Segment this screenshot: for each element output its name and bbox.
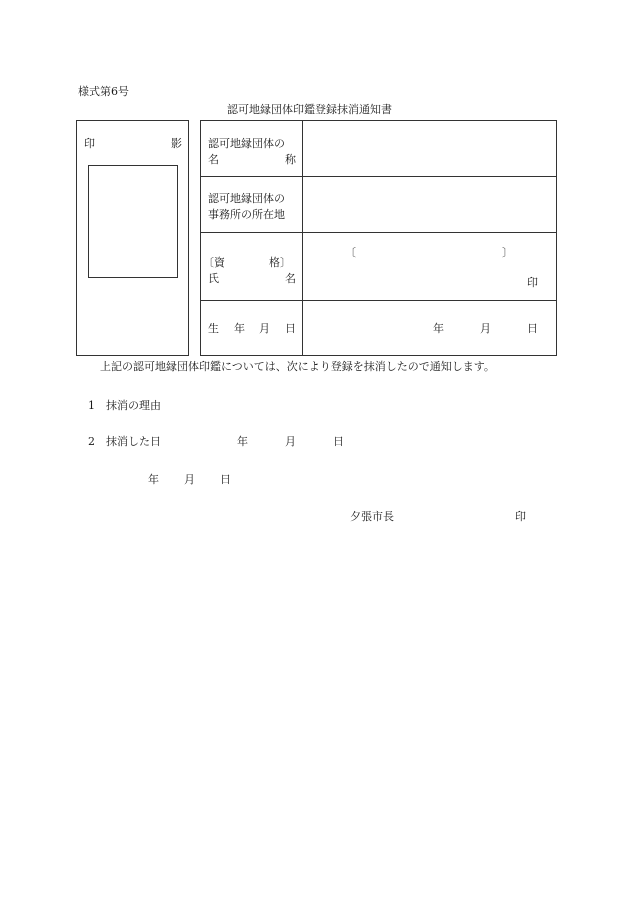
issuer-seal-mark: 印 bbox=[515, 510, 526, 523]
row-holder-name-label-b: 名 bbox=[285, 272, 296, 285]
row-name-label-line1: 認可地縁団体の bbox=[208, 137, 285, 150]
seal-stamp-area bbox=[88, 165, 178, 278]
form-number: 様式第6号 bbox=[78, 85, 129, 98]
row-birthdate-label-3: 月 bbox=[259, 322, 270, 335]
qualification-bracket-open: 〔 bbox=[345, 246, 356, 259]
row-birthdate-label-4: 日 bbox=[285, 322, 296, 335]
row-name-label-b: 称 bbox=[285, 153, 296, 166]
row-birthdate-label-1: 生 bbox=[208, 322, 219, 335]
row-name-label-a: 名 bbox=[208, 153, 219, 166]
item-1-text: 抹消の理由 bbox=[106, 399, 161, 412]
row-address-label-line1: 認可地縁団体の bbox=[208, 192, 285, 205]
row-address-label-line2: 事務所の所在地 bbox=[208, 208, 285, 221]
table-row-divider bbox=[201, 300, 556, 301]
table-column-divider bbox=[302, 121, 303, 355]
issue-month-unit: 月 bbox=[184, 473, 195, 486]
issue-year-unit: 年 bbox=[148, 473, 159, 486]
seal-label-right: 影 bbox=[171, 137, 182, 150]
notification-statement: 上記の認可地縁団体印鑑については、次により登録を抹消したので通知します。 bbox=[100, 360, 495, 373]
holder-seal-mark: 印 bbox=[527, 276, 538, 289]
registration-table bbox=[200, 120, 557, 356]
seal-impression-box bbox=[76, 120, 189, 356]
row-qualification-label-b: 格〕 bbox=[269, 256, 291, 269]
item-2-month-unit: 月 bbox=[285, 435, 296, 448]
issuer-name: 夕張市長 bbox=[350, 510, 394, 523]
document-title: 認可地縁団体印鑑登録抹消通知書 bbox=[227, 103, 392, 116]
item-2-number: 2 bbox=[88, 435, 95, 448]
row-birthdate-label-2: 年 bbox=[234, 322, 245, 335]
row-qualification-label-a: 〔資 bbox=[203, 256, 225, 269]
qualification-bracket-close: 〕 bbox=[502, 246, 513, 259]
item-2-text: 抹消した日 bbox=[106, 435, 161, 448]
birthdate-day-unit: 日 bbox=[527, 322, 538, 335]
item-2-year-unit: 年 bbox=[237, 435, 248, 448]
item-2-day-unit: 日 bbox=[333, 435, 344, 448]
birthdate-year-unit: 年 bbox=[433, 322, 444, 335]
seal-label-left: 印 bbox=[84, 137, 95, 150]
row-holder-name-label-a: 氏 bbox=[208, 272, 219, 285]
table-row-divider bbox=[201, 176, 556, 177]
birthdate-month-unit: 月 bbox=[480, 322, 491, 335]
issue-day-unit: 日 bbox=[220, 473, 231, 486]
table-row-divider bbox=[201, 232, 556, 233]
item-1-number: 1 bbox=[88, 399, 95, 412]
